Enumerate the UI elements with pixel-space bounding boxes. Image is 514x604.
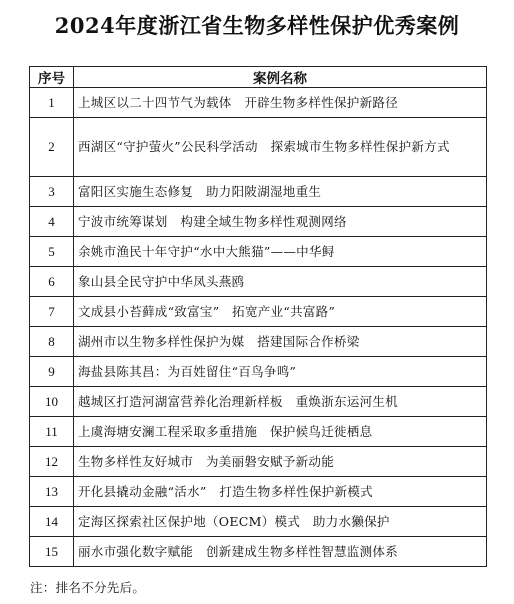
row-case-name: 上城区以二十四节气为载体 开辟生物多样性保护新路径: [74, 88, 487, 118]
row-case-name: 生物多样性友好城市 为美丽磐安赋予新动能: [74, 447, 487, 477]
row-case-name: 文成县小苔藓成“致富宝” 拓宽产业“共富路”: [74, 297, 487, 327]
table-row: [30, 118, 487, 177]
table-row: [30, 88, 487, 118]
row-serial-number: 8: [30, 327, 74, 357]
row-serial-number: 10: [30, 387, 74, 417]
table-row: [30, 537, 487, 567]
table-row: [30, 357, 487, 387]
table-row: [30, 447, 487, 477]
table-row: [30, 477, 487, 507]
row-serial-number: 9: [30, 357, 74, 387]
document-title: 2024年度浙江省生物多样性保护优秀案例: [54, 13, 460, 38]
row-case-name: 越城区打造河湖富营养化治理新样板 重焕浙东运河生机: [74, 387, 487, 417]
row-serial-number: 14: [30, 507, 74, 537]
row-serial-number: 15: [30, 537, 74, 567]
table-row: [30, 297, 487, 327]
table-row: [30, 177, 487, 207]
row-case-name: 西湖区“守护萤火”公民科学活动 探索城市生物多样性保护新方式: [74, 118, 487, 177]
row-serial-number: 1: [30, 88, 74, 118]
row-case-name: 富阳区实施生态修复 助力阳陂湖湿地重生: [74, 177, 487, 207]
row-case-name: 上虞海塘安澜工程采取多重措施 保护候鸟迁徙栖息: [74, 417, 487, 447]
row-case-name: 象山县全民守护中华凤头燕鸥: [74, 267, 487, 297]
row-case-name: 余姚市渔民十年守护“水中大熊猫”——中华鲟: [74, 237, 487, 267]
row-serial-number: 6: [30, 267, 74, 297]
table-row: [30, 507, 487, 537]
header-serial-number: 序号: [30, 67, 74, 88]
footnote: 注：排名不分先后。: [30, 580, 146, 595]
row-serial-number: 3: [30, 177, 74, 207]
row-case-name: 湖州市以生物多样性保护为媒 搭建国际合作桥梁: [74, 327, 487, 357]
row-serial-number: 13: [30, 477, 74, 507]
table-row: [30, 267, 487, 297]
row-case-name: 海盐县陈其昌：为百姓留住“百鸟争鸣”: [74, 357, 487, 387]
row-case-name: 定海区探索社区保护地（OECM）模式 助力水獭保护: [74, 507, 487, 537]
cases-table: [29, 66, 487, 567]
table-row: [30, 417, 487, 447]
table-row: [30, 237, 487, 267]
table-row: [30, 207, 487, 237]
row-serial-number: 4: [30, 207, 74, 237]
row-serial-number: 2: [30, 118, 74, 177]
table-row: [30, 387, 487, 417]
row-case-name: 丽水市强化数字赋能 创新建成生物多样性智慧监测体系: [74, 537, 487, 567]
row-serial-number: 7: [30, 297, 74, 327]
row-serial-number: 11: [30, 417, 74, 447]
header-case-name: 案例名称: [74, 67, 487, 88]
table-row: [30, 327, 487, 357]
row-serial-number: 12: [30, 447, 74, 477]
table-header-row: [30, 67, 487, 88]
row-serial-number: 5: [30, 237, 74, 267]
row-case-name: 开化县撬动金融“活水” 打造生物多样性保护新模式: [74, 477, 487, 507]
row-case-name: 宁波市统筹谋划 构建全域生物多样性观测网络: [74, 207, 487, 237]
